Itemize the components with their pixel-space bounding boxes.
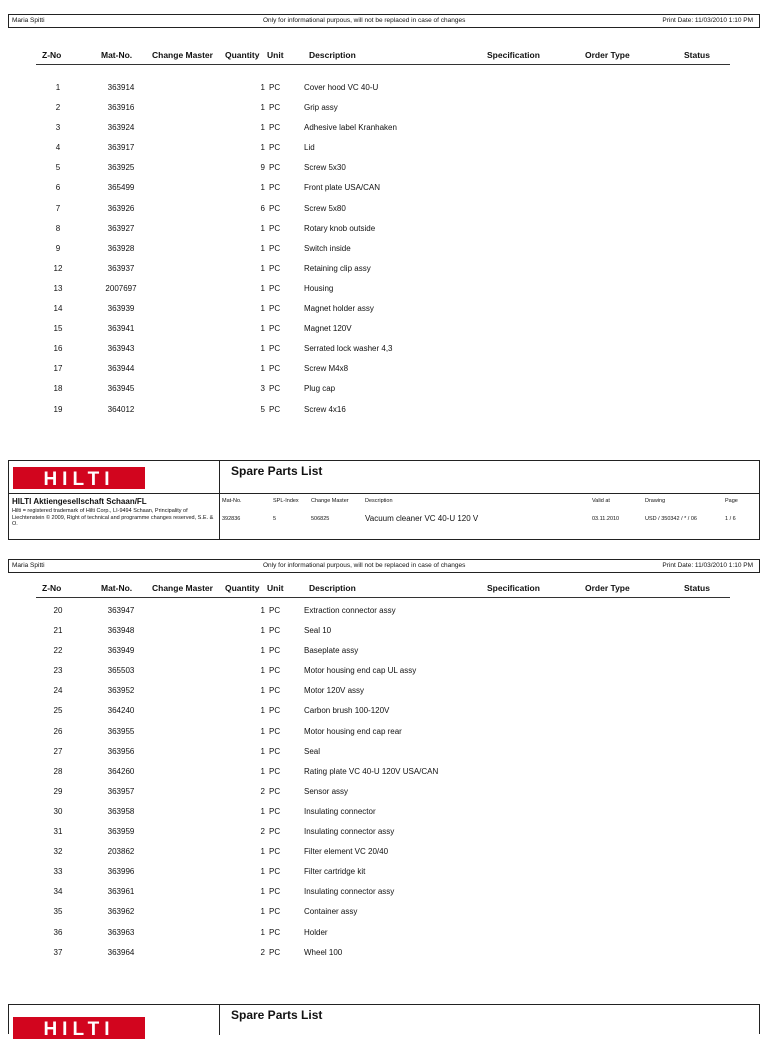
label-page: Page — [725, 498, 738, 504]
cell-unit: PC — [269, 726, 281, 736]
cell-description: Motor housing end cap rear — [304, 726, 402, 736]
cell-quantity: 9 — [260, 163, 265, 173]
cell-quantity: 1 — [260, 606, 265, 615]
table-row — [0, 221, 768, 241]
cell-description: Motor housing end cap UL assy — [304, 666, 417, 676]
logo-cell — [9, 1005, 219, 1040]
cell-mat-no: 363957 — [107, 786, 135, 796]
col-status: Status — [684, 50, 710, 60]
cell-quantity: 1 — [260, 364, 265, 374]
table-row — [0, 241, 768, 261]
table-row — [0, 301, 768, 321]
cell-description: Screw M4x8 — [304, 364, 349, 374]
cell-mat-no: 363914 — [107, 83, 135, 92]
table-row — [0, 603, 768, 623]
page-header — [8, 14, 760, 28]
cell-description: Cover hood VC 40-U — [304, 83, 379, 92]
cell-quantity: 1 — [260, 726, 265, 736]
cell-description: Magnet 120V — [304, 324, 352, 334]
cell-description: Front plate USA/CAN — [304, 183, 381, 193]
cell-description: Plug cap — [304, 384, 336, 394]
cell-quantity: 1 — [260, 283, 265, 293]
cell-zno: 21 — [53, 626, 63, 636]
col-mat: Mat-No. — [101, 583, 133, 593]
cell-zno: 4 — [55, 143, 61, 153]
cell-mat-no: 363927 — [107, 223, 135, 233]
cell-unit: PC — [269, 706, 281, 716]
cell-mat-no: 363943 — [107, 344, 135, 354]
table-row — [0, 180, 768, 200]
cell-mat-no: 363962 — [107, 907, 135, 917]
cell-unit: PC — [269, 163, 281, 173]
cell-mat-no: 363941 — [107, 324, 135, 334]
col-specification: Specification — [487, 583, 540, 593]
cell-zno: 19 — [53, 404, 63, 414]
cell-mat-no: 365503 — [107, 666, 135, 676]
logo-cell — [9, 461, 219, 493]
table-row — [0, 925, 768, 945]
cell-mat-no: 365499 — [107, 183, 135, 193]
cell-description: Screw 4x16 — [304, 404, 346, 414]
cell-description: Screw 5x30 — [304, 163, 346, 173]
table-row — [0, 402, 768, 422]
table-row — [0, 120, 768, 140]
company-name: HILTI Aktiengesellschaft Schaan/FL — [12, 497, 147, 506]
hilti-logo: HILTI — [13, 467, 145, 489]
cell-description: Insulating connector assy — [304, 887, 395, 897]
cell-unit: PC — [269, 203, 281, 213]
col-change-master: Change Master — [152, 583, 213, 593]
cell-description: Insulating connector — [304, 806, 376, 816]
cell-zno: 23 — [53, 666, 63, 676]
table-row — [0, 764, 768, 784]
cell-zno: 2 — [55, 103, 61, 113]
cell-unit: PC — [269, 384, 281, 394]
table-row — [0, 321, 768, 341]
table-row — [0, 784, 768, 804]
cell-quantity: 1 — [260, 887, 265, 897]
cell-description: Container assy — [304, 907, 358, 917]
disclaimer-note: Only for informational purpous, will not be replaced in case of changes — [263, 562, 466, 569]
cell-description: Lid — [304, 143, 315, 153]
column-headers — [0, 583, 768, 597]
value-page: 1 / 6 — [725, 516, 736, 522]
cell-mat-no: 363961 — [107, 887, 135, 897]
cell-mat-no: 363964 — [107, 947, 135, 957]
cell-zno: 26 — [53, 726, 63, 736]
title-block — [8, 460, 760, 540]
cell-description: Baseplate assy — [304, 646, 359, 656]
disclaimer-note: Only for informational purpous, will not be replaced in case of changes — [263, 17, 466, 24]
cell-zno: 36 — [53, 927, 63, 937]
parts-table — [0, 80, 768, 422]
cell-zno: 16 — [53, 344, 63, 354]
cell-description: Extraction connector assy — [304, 606, 396, 615]
cell-quantity: 1 — [260, 123, 265, 133]
page-header — [8, 559, 760, 573]
cell-description: Rating plate VC 40-U 120V USA/CAN — [304, 766, 439, 776]
cell-zno: 35 — [53, 907, 63, 917]
table-row — [0, 683, 768, 703]
table-row — [0, 261, 768, 281]
cell-unit: PC — [269, 223, 281, 233]
cell-description: Insulating connector assy — [304, 827, 395, 837]
cell-quantity: 5 — [260, 404, 265, 414]
parts-table — [0, 603, 768, 965]
col-quantity: Quantity — [225, 583, 260, 593]
cell-unit: PC — [269, 364, 281, 374]
table-row — [0, 804, 768, 824]
cell-zno: 29 — [53, 786, 63, 796]
cell-unit: PC — [269, 646, 281, 656]
cell-unit: PC — [269, 606, 281, 615]
cell-mat-no: 363924 — [107, 123, 135, 133]
table-row — [0, 844, 768, 864]
table-row — [0, 381, 768, 401]
cell-mat-no: 363939 — [107, 304, 135, 314]
cell-unit: PC — [269, 404, 281, 414]
cell-unit: PC — [269, 83, 281, 92]
cell-quantity: 1 — [260, 646, 265, 656]
cell-mat-no: 363947 — [107, 606, 135, 615]
user-name: Maria Spitti — [12, 562, 45, 569]
cell-mat-no: 363916 — [107, 103, 135, 113]
col-order-type: Order Type — [585, 50, 630, 60]
cell-mat-no: 364012 — [107, 404, 135, 414]
cell-mat-no: 363917 — [107, 143, 135, 153]
hilti-logo: HILTI — [13, 1017, 145, 1039]
cell-unit: PC — [269, 847, 281, 857]
cell-quantity: 1 — [260, 304, 265, 314]
cell-zno: 15 — [53, 324, 63, 334]
table-row — [0, 945, 768, 965]
cell-description: Seal — [304, 746, 321, 756]
cell-mat-no: 363956 — [107, 746, 135, 756]
cell-zno: 1 — [55, 83, 61, 92]
cell-quantity: 1 — [260, 626, 265, 636]
cell-mat-no: 363945 — [107, 384, 135, 394]
cell-mat-no: 363937 — [107, 263, 135, 273]
column-headers — [0, 50, 768, 64]
cell-unit: PC — [269, 786, 281, 796]
header-rule — [36, 64, 730, 65]
cell-zno: 14 — [53, 304, 63, 314]
label-description: Description — [365, 498, 393, 504]
cell-quantity: 1 — [260, 666, 265, 676]
table-row — [0, 824, 768, 844]
cell-unit: PC — [269, 143, 281, 153]
cell-description: Wheel 100 — [304, 947, 343, 957]
table-row — [0, 201, 768, 221]
cell-zno: 6 — [55, 183, 61, 193]
cell-quantity: 1 — [260, 907, 265, 917]
cell-mat-no: 363925 — [107, 163, 135, 173]
table-row — [0, 361, 768, 381]
col-order-type: Order Type — [585, 583, 630, 593]
cell-quantity: 1 — [260, 183, 265, 193]
cell-zno: 8 — [55, 223, 61, 233]
table-row — [0, 663, 768, 683]
value-drawing: USD / 350342 / * / 06 — [645, 516, 697, 522]
col-quantity: Quantity — [225, 50, 260, 60]
cell-mat-no: 363955 — [107, 726, 135, 736]
cell-quantity: 1 — [260, 806, 265, 816]
cell-mat-no: 363949 — [107, 646, 135, 656]
cell-unit: PC — [269, 666, 281, 676]
cell-zno: 12 — [53, 263, 63, 273]
cell-description: Rotary knob outside — [304, 223, 376, 233]
cell-description: Grip assy — [304, 103, 338, 113]
value-valid-at: 03.11.2010 — [592, 516, 620, 522]
cell-zno: 13 — [53, 283, 63, 293]
col-unit: Unit — [267, 50, 284, 60]
cell-unit: PC — [269, 947, 281, 957]
cell-quantity: 1 — [260, 847, 265, 857]
cell-description: Sensor assy — [304, 786, 349, 796]
cell-description: Magnet holder assy — [304, 304, 374, 314]
label-drawing: Drawing — [645, 498, 666, 504]
table-row — [0, 281, 768, 301]
cell-quantity: 2 — [260, 947, 265, 957]
cell-unit: PC — [269, 927, 281, 937]
cell-quantity: 1 — [260, 263, 265, 273]
document-title: Spare Parts List — [231, 1008, 323, 1022]
cell-quantity: 1 — [260, 927, 265, 937]
cell-description: Adhesive label Kranhaken — [304, 123, 397, 133]
col-unit: Unit — [267, 583, 284, 593]
cell-mat-no: 363944 — [107, 364, 135, 374]
cell-description: Filter element VC 20/40 — [304, 847, 389, 857]
cell-zno: 25 — [53, 706, 63, 716]
cell-quantity: 1 — [260, 143, 265, 153]
cell-unit: PC — [269, 304, 281, 314]
table-row — [0, 341, 768, 361]
cell-zno: 17 — [53, 364, 63, 374]
cell-zno: 27 — [53, 746, 63, 756]
cell-description: Motor 120V assy — [304, 686, 365, 696]
table-row — [0, 884, 768, 904]
table-row — [0, 904, 768, 924]
cell-zno: 24 — [53, 686, 63, 696]
col-description: Description — [309, 583, 356, 593]
cell-quantity: 1 — [260, 706, 265, 716]
cell-description: Filter cartridge kit — [304, 867, 366, 877]
cell-description: Carbon brush 100-120V — [304, 706, 390, 716]
value-mat-no: 392836 — [222, 516, 241, 522]
cell-description: Switch inside — [304, 243, 351, 253]
cell-zno: 5 — [55, 163, 61, 173]
print-date: Print Date: 11/03/2010 1:10 PM — [662, 562, 753, 569]
cell-zno: 9 — [55, 243, 61, 253]
cell-description: Screw 5x80 — [304, 203, 346, 213]
cell-unit: PC — [269, 324, 281, 334]
cell-zno: 3 — [55, 123, 61, 133]
cell-zno: 7 — [55, 203, 61, 213]
cell-quantity: 1 — [260, 746, 265, 756]
table-row — [0, 100, 768, 120]
table-row — [0, 140, 768, 160]
table-row — [0, 864, 768, 884]
cell-mat-no: 364260 — [107, 766, 135, 776]
value-change-master: 506825 — [311, 516, 330, 522]
col-mat: Mat-No. — [101, 50, 133, 60]
cell-zno: 34 — [53, 887, 63, 897]
col-change-master: Change Master — [152, 50, 213, 60]
cell-unit: PC — [269, 827, 281, 837]
cell-description: Housing — [304, 283, 334, 293]
cell-quantity: 1 — [260, 867, 265, 877]
document-title: Spare Parts List — [231, 464, 323, 478]
label-valid-at: Valid at — [592, 498, 610, 504]
cell-quantity: 1 — [260, 243, 265, 253]
cell-zno: 37 — [53, 947, 63, 957]
col-specification: Specification — [487, 50, 540, 60]
cell-description: Holder — [304, 927, 328, 937]
table-row — [0, 160, 768, 180]
table-row — [0, 744, 768, 764]
cell-quantity: 1 — [260, 223, 265, 233]
cell-unit: PC — [269, 766, 281, 776]
cell-quantity: 1 — [260, 83, 265, 92]
label-mat-no: Mat-No. — [222, 498, 242, 504]
cell-description: Seal 10 — [304, 626, 332, 636]
cell-zno: 32 — [53, 847, 63, 857]
cell-zno: 33 — [53, 867, 63, 877]
user-name: Maria Spitti — [12, 17, 45, 24]
cell-mat-no: 2007697 — [105, 283, 137, 293]
cell-unit: PC — [269, 123, 281, 133]
print-date: Print Date: 11/03/2010 1:10 PM — [662, 17, 753, 24]
value-description: Vacuum cleaner VC 40-U 120 V — [365, 514, 479, 523]
cell-unit: PC — [269, 283, 281, 293]
label-spl-index: SPL-Index — [273, 498, 299, 504]
cell-quantity: 1 — [260, 103, 265, 113]
table-row — [0, 643, 768, 663]
cell-quantity: 1 — [260, 324, 265, 334]
cell-quantity: 1 — [260, 686, 265, 696]
cell-quantity: 6 — [260, 203, 265, 213]
col-zno: Z-No — [42, 583, 62, 593]
header-rule — [36, 597, 730, 598]
cell-mat-no: 363928 — [107, 243, 135, 253]
cell-mat-no: 363963 — [107, 927, 135, 937]
cell-mat-no: 363926 — [107, 203, 135, 213]
cell-zno: 18 — [53, 384, 63, 394]
cell-mat-no: 363948 — [107, 626, 135, 636]
cell-mat-no: 364240 — [107, 706, 135, 716]
cell-unit: PC — [269, 183, 281, 193]
table-row — [0, 724, 768, 744]
cell-zno: 20 — [53, 606, 63, 615]
cell-mat-no: 203862 — [107, 847, 135, 857]
cell-quantity: 2 — [260, 827, 265, 837]
value-spl-index: 5 — [273, 516, 277, 522]
table-row — [0, 703, 768, 723]
label-change-master: Change Master — [311, 498, 349, 504]
cell-unit: PC — [269, 243, 281, 253]
cell-mat-no: 363996 — [107, 867, 135, 877]
cell-unit: PC — [269, 867, 281, 877]
col-description: Description — [309, 50, 356, 60]
cell-zno: 31 — [53, 827, 63, 837]
cell-zno: 28 — [53, 766, 63, 776]
cell-quantity: 3 — [260, 384, 265, 394]
cell-zno: 22 — [53, 646, 63, 656]
title-block — [8, 1004, 760, 1040]
cell-unit: PC — [269, 686, 281, 696]
col-zno: Z-No — [42, 50, 62, 60]
cell-unit: PC — [269, 907, 281, 917]
table-row — [0, 80, 768, 100]
cell-quantity: 1 — [260, 766, 265, 776]
cell-description: Serrated lock washer 4,3 — [304, 344, 393, 354]
cell-mat-no: 363952 — [107, 686, 135, 696]
cell-unit: PC — [269, 263, 281, 273]
col-status: Status — [684, 583, 710, 593]
cell-unit: PC — [269, 103, 281, 113]
cell-unit: PC — [269, 806, 281, 816]
cell-unit: PC — [269, 887, 281, 897]
cell-unit: PC — [269, 626, 281, 636]
cell-mat-no: 363958 — [107, 806, 135, 816]
cell-unit: PC — [269, 344, 281, 354]
cell-unit: PC — [269, 746, 281, 756]
cell-quantity: 1 — [260, 344, 265, 354]
table-row — [0, 623, 768, 643]
cell-description: Retaining clip assy — [304, 263, 371, 273]
legal-notice: Hilti = registered trademark of Hilti Corp., LI-9494 Schaan, Principality of Liechtenstein © 2009, Right of technical and programme changes reserved, S.E. & O. — [12, 508, 214, 527]
cell-quantity: 2 — [260, 786, 265, 796]
cell-mat-no: 363959 — [107, 827, 135, 837]
cell-zno: 30 — [53, 806, 63, 816]
